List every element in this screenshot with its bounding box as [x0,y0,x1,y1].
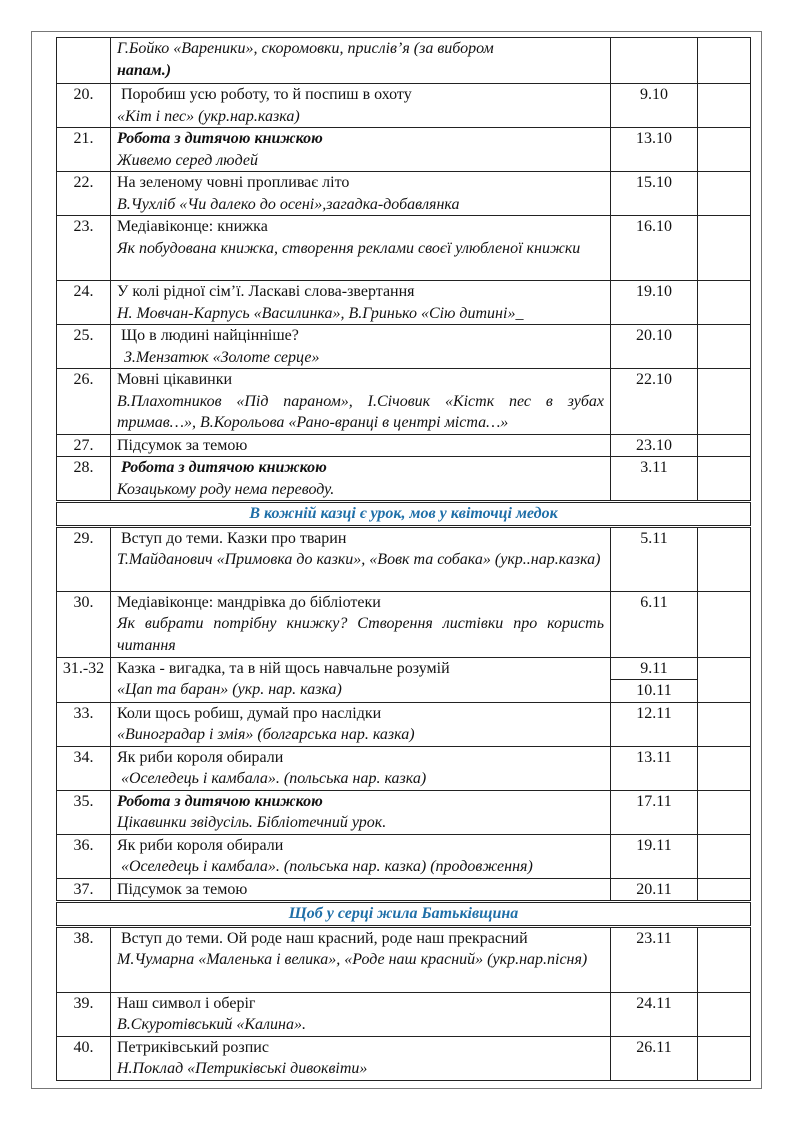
table-row [57,526,751,591]
lesson-number: 34. [57,746,111,790]
lesson-date: 22.10 [611,369,698,435]
lesson-number: 23. [57,216,111,281]
lesson-number: 30. [57,591,111,657]
section-heading-row [57,902,751,927]
lesson-date: 13.11 [611,746,698,790]
lesson-topic: У колі рідної сім’ї. Лаcкаві слова-звертання Н. Мовчан-Карпусь «Василинка», В.Гринько «Сію дитині»_ [111,281,611,325]
lesson-date: 3.11 [611,457,698,502]
lesson-number: 25. [57,325,111,369]
lesson-note [698,926,751,992]
lesson-date: 9.10 [611,84,698,128]
lesson-topic: Наш символ і оберіг В.Скуротівський «Калина». [111,992,611,1036]
lesson-number: 22. [57,172,111,216]
lesson-number: 28. [57,457,111,502]
lesson-note [698,1036,751,1080]
lesson-date: 13.10 [611,128,698,172]
lesson-plan-table [56,37,751,1081]
lesson-number: 33. [57,702,111,746]
lesson-topic: Мовні цікавинки В.Плахотников «Під параном», І.Січовик «Кістк пес в зубах тримав…», В.Корольова «Рано-вранці в центрі міста…» [111,369,611,435]
lesson-note [698,38,751,84]
table-row [57,746,751,790]
lesson-note [698,746,751,790]
lesson-date: 19.11 [611,834,698,878]
lesson-topic: Як риби короля обирали «Оселедець і камбала». (польська нар. казка) [111,746,611,790]
lesson-number: 27. [57,434,111,457]
lesson-date: 9.11 10.11 [611,657,698,702]
lesson-topic: Робота з дитячою книжкою Живемо серед людей [111,128,611,172]
lesson-topic: Підсумок за темою [111,434,611,457]
lesson-note [698,216,751,281]
table-row [57,172,751,216]
lesson-note [698,834,751,878]
lesson-topic: Медіавіконце: книжка Як побудована книжка, створення реклами своєї улюбленої книжки [111,216,611,281]
lesson-number: 26. [57,369,111,435]
table-row [57,790,751,834]
table-row [57,457,751,502]
lesson-date: 23.10 [611,434,698,457]
lesson-note [698,457,751,502]
lesson-number: 31.-32 [57,657,111,702]
table-row [57,216,751,281]
lesson-number: 21. [57,128,111,172]
lesson-note [698,702,751,746]
lesson-topic: Медіавіконце: мандрівка до бібліотеки Як вибрати потрібну книжку? Створення листівки про користь читання [111,591,611,657]
table-row [57,992,751,1036]
lesson-note [698,790,751,834]
lesson-note [698,591,751,657]
lesson-topic: Як риби короля обирали «Оселедець і камбала». (польська нар. казка) (продовження) [111,834,611,878]
table-row [57,657,751,702]
lesson-number: 29. [57,526,111,591]
lesson-date: 5.11 [611,526,698,591]
lesson-note [698,434,751,457]
table-row [57,1036,751,1080]
table-row [57,84,751,128]
lesson-number: 40. [57,1036,111,1080]
table-row [57,38,751,84]
lesson-date: 20.11 [611,878,698,902]
lesson-topic: Робота з дитячою книжкою Козацькому роду нема переводу. [111,457,611,502]
lesson-date: 17.11 [611,790,698,834]
lesson-number: 35. [57,790,111,834]
table-row [57,128,751,172]
lesson-date: 23.11 [611,926,698,992]
lesson-number: 38. [57,926,111,992]
lesson-topic: Що в людині найцінніше? З.Мензатюк «Золоте серце» [111,325,611,369]
lesson-number: 36. [57,834,111,878]
table-row [57,281,751,325]
lesson-date: 12.11 [611,702,698,746]
lesson-date: 24.11 [611,992,698,1036]
lesson-date: 19.10 [611,281,698,325]
lesson-number: 39. [57,992,111,1036]
lesson-topic: Підсумок за темою [111,878,611,902]
lesson-date: 26.11 [611,1036,698,1080]
table-row [57,702,751,746]
lesson-note [698,128,751,172]
table-row [57,926,751,992]
lesson-number: 20. [57,84,111,128]
lesson-note [698,878,751,902]
lesson-number: 37. [57,878,111,902]
table-row [57,369,751,435]
lesson-topic: Вступ до теми. Казки про тварин Т.Майданович «Примовка до казки», «Вовк та собака» (укр..нар.казка) [111,526,611,591]
section-heading-row [57,502,751,527]
lesson-date: 15.10 [611,172,698,216]
lesson-topic: Поробиш усю роботу, то й поспиш в охоту «Кіт і пес» (укр.нар.казка) [111,84,611,128]
section-heading: В кожній казці є урок, мов у квіточці медок [57,502,751,527]
lesson-date: 20.10 [611,325,698,369]
section-heading: Щоб у серці жила Батьківщина [57,902,751,927]
lesson-note [698,172,751,216]
lesson-date: 6.11 [611,591,698,657]
lesson-topic: Вступ до теми. Ой роде наш красний, роде наш прекрасний М.Чумарна «Маленька і велика», «Роде наш красний» (укр.нар.пісня) [111,926,611,992]
lesson-number: 24. [57,281,111,325]
table-row [57,878,751,902]
lesson-topic: Петриківський розпис Н.Поклад «Петриківські дивоквіти» [111,1036,611,1080]
table-row [57,434,751,457]
lesson-topic: Коли щось робиш, думай про наслідки «Виноградар і змія» (болгарська нар. казка) [111,702,611,746]
lesson-date: 16.10 [611,216,698,281]
lesson-topic: На зеленому човні пропливає літо В.Чухліб «Чи далеко до осені»,загадка-добавлянка [111,172,611,216]
lesson-topic: Г.Бойко «Вареники», скоромовки, прислів’я (за вибором напам.) [111,38,611,84]
table-row [57,325,751,369]
table-row [57,591,751,657]
lesson-note [698,369,751,435]
lesson-note [698,657,751,702]
lesson-note [698,84,751,128]
lesson-date [611,38,698,84]
lesson-topic: Казка - вигадка, та в ній щось навчальне розумій «Цап та баран» (укр. нар. казка) [111,657,611,702]
lesson-note [698,325,751,369]
lesson-topic: Робота з дитячою книжкою Цікавинки звідусіль. Бібліотечний урок. [111,790,611,834]
lesson-note [698,281,751,325]
lesson-note [698,992,751,1036]
lesson-number [57,38,111,84]
table-row [57,834,751,878]
lesson-note [698,526,751,591]
